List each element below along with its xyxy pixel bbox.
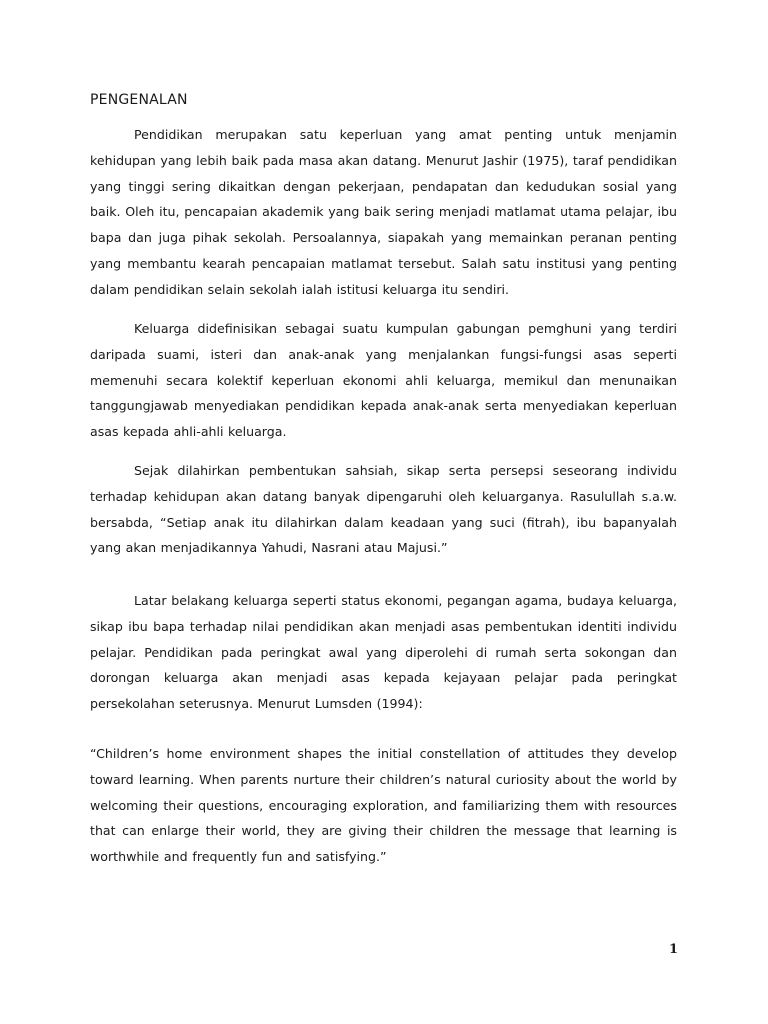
block-quote-lumsden: “Children’s home environment shapes the initial constellation of attitudes they develop toward learning. When parents nurture their children’s natural curiosity about the world by welcoming their questions, encouraging exploration, and familiarizing them with resources that can enlarge their world, they are giving their children the message that learning is worthwhile and frequently fun and satisfying.” xyxy=(90,746,677,865)
paragraph-family-background: Latar belakang keluarga seperti status ekonomi, pegangan agama, budaya keluarga, sikap ibu bapa terhadap nilai pendidikan akan menjadi asas pembentukan identiti individu pelajar. Pendidikan pada peringkat awal yang diperolehi di rumah serta sokongan dan dorongan keluarga akan menjadi asas kepada kejayaan pelajar pada peringkat persekolahan seterusnya. Menurut Lumsden (1994): xyxy=(90,593,677,712)
paragraph-hadith: Sejak dilahirkan pembentukan sahsiah, sikap serta persepsi seseorang individu terhadap kehidupan akan datang banyak dipengaruhi oleh keluarganya. Rasulullah s.a.w. bersabda, “Setiap anak itu dilahirkan dalam keadaan yang suci (fitrah), ibu bapanyalah yang akan menjadikannya Yahudi, Nasrani atau Majusi.” xyxy=(90,463,677,556)
paragraph-introduction: Pendidikan merupakan satu keperluan yang amat penting untuk menjamin kehidupan yang lebih baik pada masa akan datang. Menurut Jashir (1975), taraf pendidikan yang tinggi sering dikaitkan dengan pekerjaan, pendapatan dan kedudukan sosial yang baik. Oleh itu, pencapaian akademik yang baik sering menjadi matlamat utama pelajar, ibu bapa dan juga pihak sekolah. Persoalannya, siapakah yang memainkan peranan penting yang membantu kearah pencapaian matlamat tersebut. Salah satu institusi yang penting dalam pendidikan selain sekolah ialah istitusi keluarga itu sendiri. xyxy=(90,127,677,297)
paragraph-family-definition: Keluarga didefinisikan sebagai suatu kumpulan gabungan pemghuni yang terdiri daripada suami, isteri dan anak-anak yang menjalankan fungsi-fungsi asas seperti memenuhi secara kolektif keperluan ekonomi ahli keluarga, memikul dan menunaikan tanggungjawab menyediakan pendidikan kepada anak-anak serta menyediakan keperluan asas kepada ahli-ahli keluarga. xyxy=(90,321,677,440)
page-number: 1 xyxy=(668,942,678,957)
section-heading: PENGENALAN xyxy=(90,92,188,108)
